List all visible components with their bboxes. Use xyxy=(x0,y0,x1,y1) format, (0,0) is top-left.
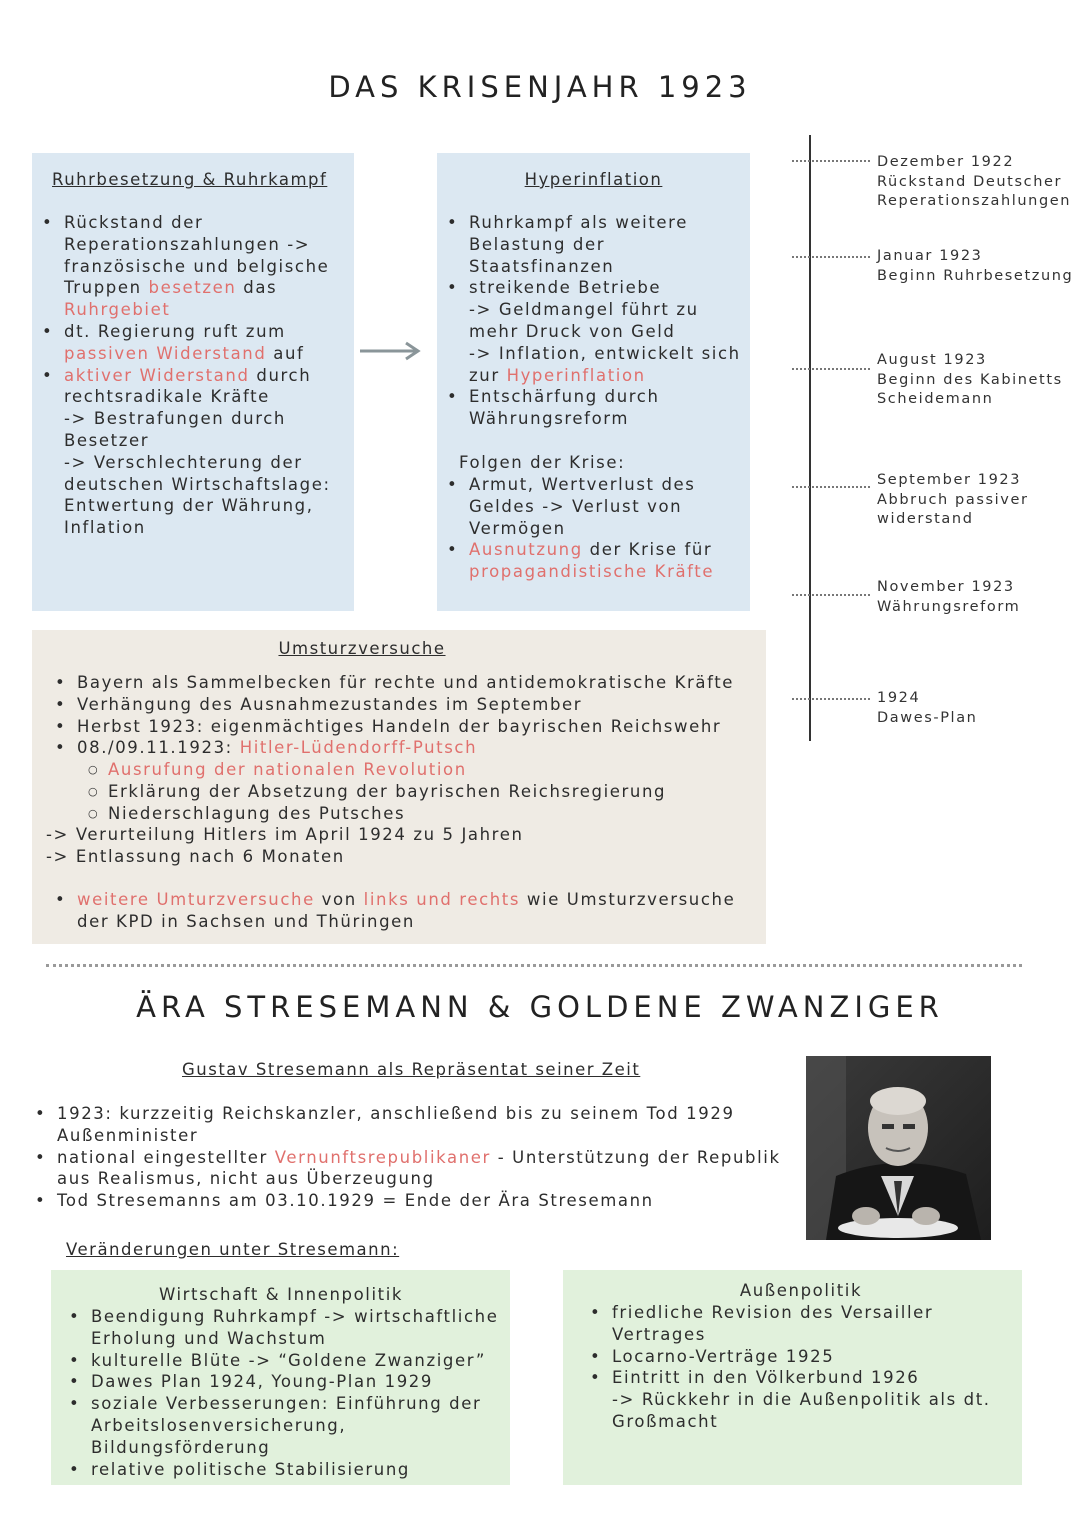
timeline-entry: September 1923 Abbruch passiver widerstand xyxy=(877,472,1029,527)
umsturz-list-2 xyxy=(77,889,757,933)
aussenpolitik-list xyxy=(612,1302,1017,1433)
section-title: ÄRA STRESEMANN & GOLDENE ZWANZIGER xyxy=(136,990,944,1024)
list-item: • Armut, Wertverlust des Geldes -> Verlust von Vermögen xyxy=(469,474,747,539)
list-item: • streikende Betriebe -> Geldmangel führt zu mehr Druck von Geld -> Inflation, entwickelt sich zur Hyperinflation xyxy=(469,277,747,386)
ruhr-list xyxy=(64,212,346,539)
umsturz-box xyxy=(32,630,766,944)
timeline-tick xyxy=(792,698,870,700)
changes-heading: Veränderungen unter Stresemann: xyxy=(66,1240,400,1259)
umsturz-sublist xyxy=(108,759,748,824)
timeline-entry: Dezember 1922 Rückstand Deutscher Reperationszahlungen xyxy=(877,154,1072,209)
folgen-list xyxy=(469,474,747,583)
page-title: DAS KRISENJAHR 1923 xyxy=(328,70,752,104)
list-item: • Tod Stresemanns am 03.10.1929 = Ende der Ära Stresemann xyxy=(57,1190,792,1212)
list-item: • Rückstand der Reperationszahlungen -> französische und belgische Truppen besetzen das Ruhrgebiet xyxy=(64,212,346,321)
list-item: • Locarno-Verträge 1925 xyxy=(612,1346,1017,1368)
list-item: • Beendigung Ruhrkampf -> wirtschaftliche Erholung und Wachstum xyxy=(91,1306,506,1350)
hyperinflation-box xyxy=(437,153,750,611)
section-divider xyxy=(46,964,1022,967)
list-item: • dt. Regierung ruft zum passiven Widerstand auf xyxy=(64,321,346,365)
list-item: ○ Ausrufung der nationalen Revolution xyxy=(108,759,748,781)
list-item: • Bayern als Sammelbecken für rechte und antidemokratische Kräfte xyxy=(77,672,757,694)
timeline-line xyxy=(809,135,811,741)
list-item: • 08./09.11.1923: Hitler-Lüdendorff-Putsch xyxy=(77,737,757,759)
timeline-tick xyxy=(792,594,870,596)
timeline-entry: November 1923 Währungsreform xyxy=(877,579,1021,615)
timeline-tick xyxy=(792,486,870,488)
list-item: • national eingestellter Vernunftsrepublikaner - Unterstützung der Republik aus Realismus, nicht aus Überzeugung xyxy=(57,1147,792,1191)
list-item: ○ Niederschlagung des Putsches xyxy=(108,803,748,825)
umsturz-line-2: -> Entlassung nach 6 Monaten xyxy=(46,847,345,866)
umsturz-line-1: -> Verurteilung Hitlers im April 1924 zu 5 Jahren xyxy=(46,825,524,844)
timeline-tick xyxy=(792,368,870,370)
list-item: • kulturelle Blüte -> “Goldene Zwanziger” xyxy=(91,1350,506,1372)
wirtschaft-list xyxy=(91,1306,506,1480)
ruhr-heading: Ruhrbesetzung & Ruhrkampf xyxy=(52,170,328,189)
list-item: • Verhängung des Ausnahmezustandes im September xyxy=(77,694,757,716)
ruhr-box xyxy=(32,153,354,611)
arrow-right-icon xyxy=(358,341,422,361)
list-item: • 1923: kurzzeitig Reichskanzler, anschließend bis zu seinem Tod 1929 Außenminister xyxy=(57,1103,792,1147)
umsturz-heading: Umsturzversuche xyxy=(278,639,446,658)
list-item: • Herbst 1923: eigenmächtiges Handeln der bayrischen Reichswehr xyxy=(77,716,757,738)
timeline-tick xyxy=(792,160,870,162)
list-item: • Eintritt in den Völkerbund 1926 -> Rückkehr in die Außenpolitik als dt. Großmacht xyxy=(612,1367,1017,1432)
list-item: ○ Erklärung der Absetzung der bayrischen Reichsregierung xyxy=(108,781,748,803)
list-item: • weitere Umturzversuche von links und rechts wie Umsturzversuche der KPD in Sachsen und Thüringen xyxy=(77,889,757,933)
stresemann-list xyxy=(57,1103,792,1212)
wirtschaft-heading: Wirtschaft & Innenpolitik xyxy=(158,1285,404,1304)
list-item: • Ausnutzung der Krise für propagandistische Kräfte xyxy=(469,539,747,583)
aussenpolitik-heading: Außenpolitik xyxy=(739,1281,863,1300)
folgen-label: Folgen der Krise: xyxy=(459,453,626,472)
list-item: • Dawes Plan 1924, Young-Plan 1929 xyxy=(91,1371,506,1393)
list-item: • soziale Verbesserungen: Einführung der Arbeitslosenversicherung, Bildungsförderung xyxy=(91,1393,506,1458)
list-item: • Entschärfung durch Währungsreform xyxy=(469,386,747,430)
list-item: • Ruhrkampf als weitere Belastung der Staatsfinanzen xyxy=(469,212,747,277)
timeline-entry: August 1923 Beginn des Kabinetts Scheidemann xyxy=(877,352,1063,407)
list-item: • aktiver Widerstand durch rechtsradikale Kräfte -> Bestrafungen durch Besetzer -> Verschlechterung der deutschen Wirtschaftslage: Entwertung der Währung, Inflation xyxy=(64,365,346,539)
list-item: • friedliche Revision des Versailler Vertrages xyxy=(612,1302,1017,1346)
aussenpolitik-box xyxy=(563,1270,1022,1485)
hyperinflation-heading: Hyperinflation xyxy=(524,170,663,189)
hyperinflation-list xyxy=(469,212,747,430)
umsturz-list xyxy=(77,672,757,759)
timeline-tick xyxy=(792,256,870,258)
list-item: • relative politische Stabilisierung xyxy=(91,1459,506,1481)
wirtschaft-box xyxy=(51,1270,510,1485)
stresemann-portrait xyxy=(806,1056,991,1240)
timeline-entry: Januar 1923 Beginn Ruhrbesetzung xyxy=(877,248,1074,284)
stresemann-heading: Gustav Stresemann als Repräsentat seiner Zeit xyxy=(182,1060,641,1079)
timeline-entry: 1924 Dawes-Plan xyxy=(877,690,978,726)
